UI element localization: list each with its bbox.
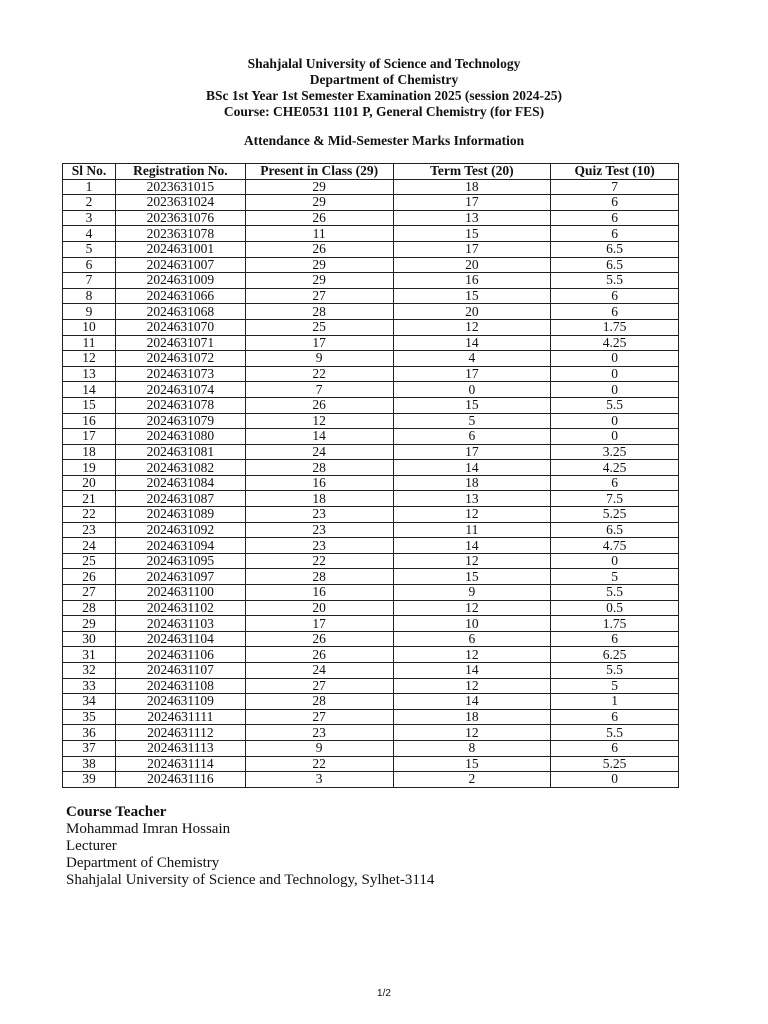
cell-quiz-test: 6 <box>551 304 679 320</box>
cell-sl: 9 <box>63 304 116 320</box>
cell-quiz-test: 0 <box>551 429 679 445</box>
cell-present: 26 <box>245 241 393 257</box>
table-row <box>63 460 679 476</box>
cell-sl: 7 <box>63 273 116 289</box>
cell-quiz-test: 5.5 <box>551 725 679 741</box>
cell-sl: 27 <box>63 585 116 601</box>
cell-term-test: 17 <box>393 444 551 460</box>
cell-sl: 21 <box>63 491 116 507</box>
document-header <box>0 56 768 120</box>
cell-registration: 2024631113 <box>115 740 245 756</box>
cell-sl: 12 <box>63 351 116 367</box>
cell-present: 26 <box>245 647 393 663</box>
cell-quiz-test: 3.25 <box>551 444 679 460</box>
cell-present: 23 <box>245 538 393 554</box>
cell-sl: 31 <box>63 647 116 663</box>
cell-quiz-test: 7.5 <box>551 491 679 507</box>
column-header-present: Present in Class (29) <box>245 164 393 180</box>
table-row <box>63 413 679 429</box>
cell-registration: 2024631104 <box>115 631 245 647</box>
cell-present: 28 <box>245 304 393 320</box>
cell-term-test: 20 <box>393 257 551 273</box>
table-row <box>63 663 679 679</box>
cell-registration: 2024631106 <box>115 647 245 663</box>
cell-present: 28 <box>245 569 393 585</box>
cell-quiz-test: 5 <box>551 569 679 585</box>
cell-present: 28 <box>245 694 393 710</box>
cell-sl: 38 <box>63 756 116 772</box>
cell-quiz-test: 5.25 <box>551 507 679 523</box>
cell-registration: 2024631082 <box>115 460 245 476</box>
cell-quiz-test: 6 <box>551 709 679 725</box>
cell-term-test: 13 <box>393 491 551 507</box>
column-header-sl: Sl No. <box>63 164 116 180</box>
cell-present: 3 <box>245 772 393 788</box>
cell-quiz-test: 4.25 <box>551 335 679 351</box>
teacher-name: Mohammad Imran Hossain <box>66 821 231 837</box>
cell-registration: 2024631071 <box>115 335 245 351</box>
cell-quiz-test: 5.5 <box>551 585 679 601</box>
cell-term-test: 15 <box>393 756 551 772</box>
cell-registration: 2024631066 <box>115 288 245 304</box>
cell-sl: 32 <box>63 663 116 679</box>
cell-quiz-test: 6 <box>551 288 679 304</box>
cell-quiz-test: 0 <box>551 351 679 367</box>
table-row <box>63 475 679 491</box>
cell-present: 26 <box>245 397 393 413</box>
cell-present: 29 <box>245 273 393 289</box>
cell-registration: 2024631009 <box>115 273 245 289</box>
cell-term-test: 18 <box>393 179 551 195</box>
cell-sl: 30 <box>63 631 116 647</box>
table-row <box>63 694 679 710</box>
cell-term-test: 14 <box>393 460 551 476</box>
cell-sl: 11 <box>63 335 116 351</box>
cell-sl: 19 <box>63 460 116 476</box>
cell-term-test: 4 <box>393 351 551 367</box>
cell-quiz-test: 0 <box>551 413 679 429</box>
teacher-institution: Shahjalal University of Science and Technology, Sylhet-3114 <box>66 872 435 888</box>
cell-registration: 2024631001 <box>115 241 245 257</box>
cell-registration: 2024631095 <box>115 553 245 569</box>
cell-registration: 2024631108 <box>115 678 245 694</box>
cell-present: 23 <box>245 507 393 523</box>
cell-present: 20 <box>245 600 393 616</box>
cell-term-test: 6 <box>393 631 551 647</box>
cell-registration: 2024631007 <box>115 257 245 273</box>
cell-sl: 33 <box>63 678 116 694</box>
teacher-designation: Lecturer <box>66 838 117 854</box>
cell-registration: 2023631078 <box>115 226 245 242</box>
table-title: Attendance & Mid-Semester Marks Information <box>243 133 525 148</box>
cell-registration: 2024631089 <box>115 507 245 523</box>
cell-sl: 22 <box>63 507 116 523</box>
column-header-registration: Registration No. <box>115 164 245 180</box>
marks-table <box>62 163 679 788</box>
course-teacher-block <box>66 804 434 889</box>
cell-sl: 2 <box>63 195 116 211</box>
cell-registration: 2024631080 <box>115 429 245 445</box>
cell-present: 24 <box>245 663 393 679</box>
cell-term-test: 15 <box>393 397 551 413</box>
cell-present: 11 <box>245 226 393 242</box>
cell-registration: 2024631111 <box>115 709 245 725</box>
cell-sl: 5 <box>63 241 116 257</box>
cell-sl: 37 <box>63 740 116 756</box>
course-teacher-heading: Course Teacher <box>66 804 167 820</box>
university-name: Shahjalal University of Science and Technology <box>247 56 521 71</box>
table-row <box>63 366 679 382</box>
cell-quiz-test: 0.5 <box>551 600 679 616</box>
cell-sl: 15 <box>63 397 116 413</box>
cell-present: 17 <box>245 335 393 351</box>
table-row <box>63 257 679 273</box>
table-row <box>63 678 679 694</box>
cell-term-test: 14 <box>393 694 551 710</box>
page-number: 1/2 <box>377 988 391 999</box>
cell-quiz-test: 6.5 <box>551 257 679 273</box>
cell-quiz-test: 6 <box>551 631 679 647</box>
cell-registration: 2024631114 <box>115 756 245 772</box>
cell-present: 27 <box>245 288 393 304</box>
table-body <box>63 179 679 787</box>
cell-term-test: 12 <box>393 507 551 523</box>
cell-term-test: 10 <box>393 616 551 632</box>
cell-sl: 25 <box>63 553 116 569</box>
cell-sl: 35 <box>63 709 116 725</box>
cell-quiz-test: 5.5 <box>551 663 679 679</box>
table-row <box>63 288 679 304</box>
cell-term-test: 17 <box>393 241 551 257</box>
cell-registration: 2024631073 <box>115 366 245 382</box>
cell-term-test: 13 <box>393 210 551 226</box>
cell-registration: 2024631087 <box>115 491 245 507</box>
table-row <box>63 241 679 257</box>
cell-term-test: 12 <box>393 600 551 616</box>
table-row <box>63 740 679 756</box>
table-row <box>63 725 679 741</box>
cell-quiz-test: 6 <box>551 740 679 756</box>
cell-quiz-test: 6 <box>551 210 679 226</box>
table-row <box>63 569 679 585</box>
cell-sl: 24 <box>63 538 116 554</box>
table-row <box>63 585 679 601</box>
cell-sl: 8 <box>63 288 116 304</box>
cell-present: 26 <box>245 210 393 226</box>
cell-registration: 2024631116 <box>115 772 245 788</box>
cell-quiz-test: 5.5 <box>551 397 679 413</box>
table-row <box>63 335 679 351</box>
table-row <box>63 210 679 226</box>
cell-registration: 2024631109 <box>115 694 245 710</box>
cell-present: 23 <box>245 725 393 741</box>
cell-present: 26 <box>245 631 393 647</box>
cell-sl: 14 <box>63 382 116 398</box>
table-row <box>63 397 679 413</box>
cell-quiz-test: 6.5 <box>551 241 679 257</box>
cell-sl: 26 <box>63 569 116 585</box>
cell-sl: 6 <box>63 257 116 273</box>
cell-present: 12 <box>245 413 393 429</box>
table-row <box>63 273 679 289</box>
cell-term-test: 9 <box>393 585 551 601</box>
cell-registration: 2024631107 <box>115 663 245 679</box>
cell-registration: 2024631070 <box>115 319 245 335</box>
cell-quiz-test: 6 <box>551 475 679 491</box>
cell-present: 27 <box>245 678 393 694</box>
cell-term-test: 12 <box>393 553 551 569</box>
cell-quiz-test: 5 <box>551 678 679 694</box>
cell-present: 22 <box>245 756 393 772</box>
cell-quiz-test: 5.5 <box>551 273 679 289</box>
cell-term-test: 12 <box>393 725 551 741</box>
cell-sl: 13 <box>63 366 116 382</box>
cell-term-test: 15 <box>393 569 551 585</box>
cell-registration: 2024631074 <box>115 382 245 398</box>
cell-sl: 4 <box>63 226 116 242</box>
cell-present: 18 <box>245 491 393 507</box>
cell-present: 16 <box>245 585 393 601</box>
table-row <box>63 709 679 725</box>
cell-sl: 28 <box>63 600 116 616</box>
cell-registration: 2024631078 <box>115 397 245 413</box>
cell-present: 24 <box>245 444 393 460</box>
cell-present: 27 <box>245 709 393 725</box>
cell-present: 7 <box>245 382 393 398</box>
cell-registration: 2023631076 <box>115 210 245 226</box>
exam-title: BSc 1st Year 1st Semester Examination 2025 (session 2024-25) <box>206 88 562 103</box>
cell-registration: 2023631024 <box>115 195 245 211</box>
cell-sl: 20 <box>63 475 116 491</box>
cell-term-test: 14 <box>393 538 551 554</box>
cell-present: 28 <box>245 460 393 476</box>
course-title: Course: CHE0531 1101 P, General Chemistry (for FES) <box>223 104 545 119</box>
cell-sl: 23 <box>63 522 116 538</box>
cell-quiz-test: 6 <box>551 226 679 242</box>
cell-sl: 36 <box>63 725 116 741</box>
table-row <box>63 647 679 663</box>
cell-present: 29 <box>245 179 393 195</box>
table-row <box>63 600 679 616</box>
teacher-department: Department of Chemistry <box>66 855 220 871</box>
cell-quiz-test: 0 <box>551 366 679 382</box>
column-header-quiz-test: Quiz Test (10) <box>551 164 679 180</box>
cell-present: 29 <box>245 195 393 211</box>
cell-present: 29 <box>245 257 393 273</box>
cell-registration: 2024631097 <box>115 569 245 585</box>
table-row <box>63 319 679 335</box>
cell-registration: 2024631081 <box>115 444 245 460</box>
cell-term-test: 18 <box>393 475 551 491</box>
cell-term-test: 12 <box>393 647 551 663</box>
table-row <box>63 304 679 320</box>
cell-present: 22 <box>245 553 393 569</box>
cell-term-test: 14 <box>393 663 551 679</box>
cell-registration: 2024631079 <box>115 413 245 429</box>
table-row <box>63 522 679 538</box>
cell-sl: 1 <box>63 179 116 195</box>
cell-term-test: 17 <box>393 195 551 211</box>
table-header-row <box>63 164 679 180</box>
cell-quiz-test: 4.25 <box>551 460 679 476</box>
cell-registration: 2024631112 <box>115 725 245 741</box>
table-row <box>63 226 679 242</box>
table-row <box>63 553 679 569</box>
cell-quiz-test: 6 <box>551 195 679 211</box>
cell-quiz-test: 5.25 <box>551 756 679 772</box>
cell-registration: 2024631103 <box>115 616 245 632</box>
table-row <box>63 491 679 507</box>
department-name: Department of Chemistry <box>309 72 459 87</box>
table-row <box>63 382 679 398</box>
table-row <box>63 631 679 647</box>
cell-quiz-test: 0 <box>551 553 679 569</box>
cell-term-test: 12 <box>393 678 551 694</box>
cell-term-test: 11 <box>393 522 551 538</box>
cell-registration: 2024631102 <box>115 600 245 616</box>
cell-sl: 39 <box>63 772 116 788</box>
cell-quiz-test: 0 <box>551 382 679 398</box>
cell-present: 14 <box>245 429 393 445</box>
cell-term-test: 5 <box>393 413 551 429</box>
cell-present: 9 <box>245 351 393 367</box>
cell-term-test: 8 <box>393 740 551 756</box>
cell-quiz-test: 1 <box>551 694 679 710</box>
table-row <box>63 756 679 772</box>
cell-term-test: 6 <box>393 429 551 445</box>
cell-sl: 10 <box>63 319 116 335</box>
cell-registration: 2024631092 <box>115 522 245 538</box>
cell-registration: 2024631094 <box>115 538 245 554</box>
cell-registration: 2024631072 <box>115 351 245 367</box>
table-row <box>63 195 679 211</box>
table-row <box>63 444 679 460</box>
cell-term-test: 20 <box>393 304 551 320</box>
cell-present: 23 <box>245 522 393 538</box>
cell-quiz-test: 4.75 <box>551 538 679 554</box>
cell-quiz-test: 6.5 <box>551 522 679 538</box>
cell-quiz-test: 1.75 <box>551 319 679 335</box>
cell-quiz-test: 7 <box>551 179 679 195</box>
cell-present: 9 <box>245 740 393 756</box>
cell-term-test: 15 <box>393 226 551 242</box>
cell-registration: 2023631015 <box>115 179 245 195</box>
table-row <box>63 179 679 195</box>
table-row <box>63 772 679 788</box>
cell-sl: 16 <box>63 413 116 429</box>
cell-term-test: 12 <box>393 319 551 335</box>
table-row <box>63 351 679 367</box>
table-row <box>63 616 679 632</box>
cell-registration: 2024631100 <box>115 585 245 601</box>
cell-term-test: 0 <box>393 382 551 398</box>
cell-registration: 2024631068 <box>115 304 245 320</box>
cell-term-test: 14 <box>393 335 551 351</box>
cell-sl: 3 <box>63 210 116 226</box>
cell-present: 16 <box>245 475 393 491</box>
cell-sl: 29 <box>63 616 116 632</box>
cell-present: 25 <box>245 319 393 335</box>
cell-sl: 17 <box>63 429 116 445</box>
table-row <box>63 429 679 445</box>
cell-term-test: 2 <box>393 772 551 788</box>
cell-term-test: 15 <box>393 288 551 304</box>
cell-present: 17 <box>245 616 393 632</box>
column-header-term-test: Term Test (20) <box>393 164 551 180</box>
table-row <box>63 538 679 554</box>
cell-quiz-test: 0 <box>551 772 679 788</box>
cell-term-test: 17 <box>393 366 551 382</box>
cell-quiz-test: 6.25 <box>551 647 679 663</box>
cell-sl: 34 <box>63 694 116 710</box>
cell-registration: 2024631084 <box>115 475 245 491</box>
cell-present: 22 <box>245 366 393 382</box>
cell-sl: 18 <box>63 444 116 460</box>
cell-term-test: 18 <box>393 709 551 725</box>
cell-term-test: 16 <box>393 273 551 289</box>
table-row <box>63 507 679 523</box>
cell-quiz-test: 1.75 <box>551 616 679 632</box>
